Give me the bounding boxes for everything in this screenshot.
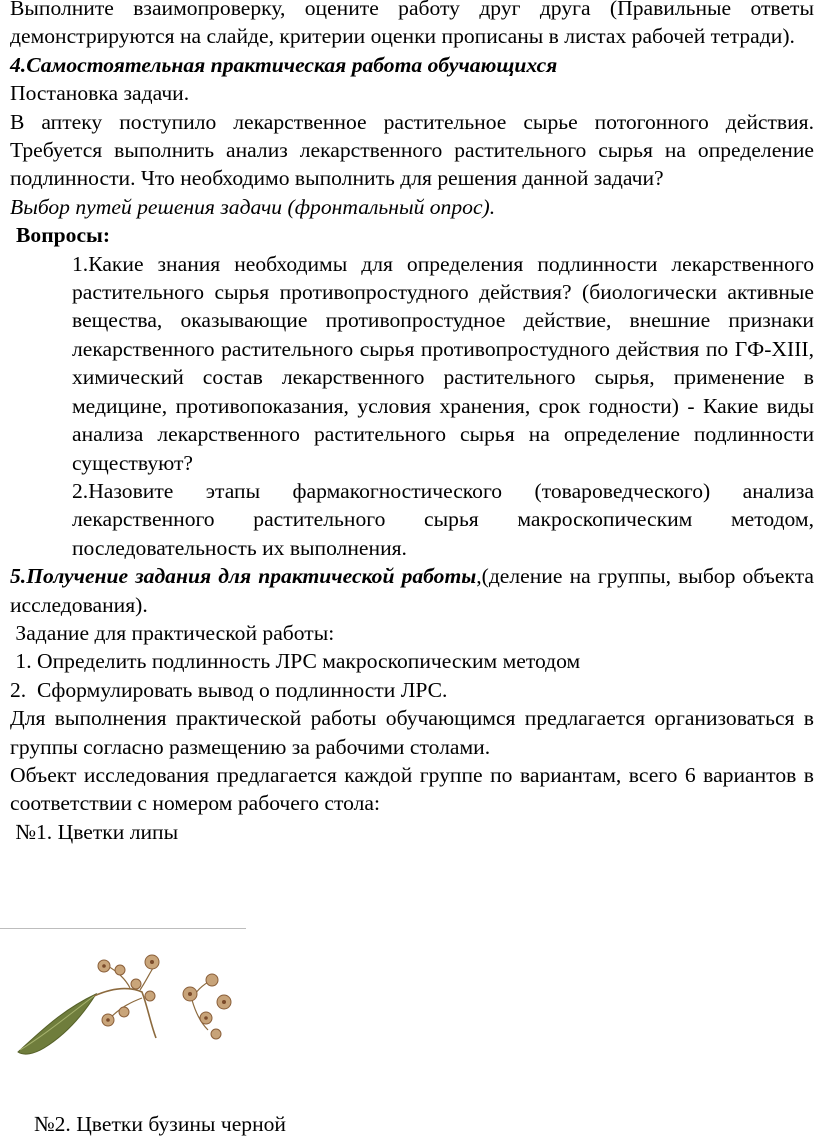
section-4-heading: 4.Самостоятельная практическая работа обучающихся — [10, 52, 558, 77]
variant-1: №1. Цветки липы — [10, 819, 179, 844]
task-label: Задание для практической работы: — [10, 620, 335, 645]
document-page — [10, 0, 814, 846]
object-text: Объект исследования предлагается каждой группе по вариантам, всего 6 вариантов в соответствии с номером рабочего стола: — [10, 762, 814, 816]
section-5-heading: 5.Получение задания для практической работы — [10, 564, 477, 589]
question-2: 2.Назовите этапы фармакогностического (товароведческого) анализа лекарственного растительного сырья макроскопическим методом, последовательность их выполнения. — [72, 478, 814, 560]
image-top-border — [0, 928, 246, 929]
groups-text: Для выполнения практической работы обучающимся предлагается организоваться в группы согласно размещению за рабочими столами. — [10, 706, 814, 759]
questions-label: Вопросы: — [16, 223, 111, 248]
linden-flowers-image — [0, 940, 250, 1070]
section-5-paragraph — [10, 562, 814, 619]
problem-text: В аптеку поступило лекарственное растительное сырье потогонного действия. Требуется выполнить анализ лекарственного растительного сырья на определение подлинности. Что необходимо выполнить для решения данной задачи? — [10, 109, 814, 191]
solution-paths: Выбор путей решения задачи (фронтальный опрос). — [10, 194, 496, 219]
task-2: 2. Сформулировать вывод о подлинности ЛРС. — [10, 677, 448, 702]
section-5-heading-rest: ,(деление на группы, выбор объекта исследования). — [10, 564, 814, 617]
problem-label: Постановка задачи. — [10, 81, 190, 106]
question-1: 1.Какие знания необходимы для определения подлинности лекарственного растительного сырья противопростудного действия? (биологически активные вещества, оказывающие противопростудное действие, внешние признаки лекарственного растительного сырья противопростудного действия по ГФ-XIII, химический состав лекарственного растительного сырья, применение в медицине, противопоказания, условия хранения, срок годности) - Какие виды анализа лекарственного растительного сырья на определение подлинности существуют? — [72, 251, 814, 475]
variant-2: №2. Цветки бузины черной — [34, 1112, 286, 1136]
task-1: 1. Определить подлинность ЛРС макроскопическим методом — [10, 649, 581, 674]
intro-paragraph: Выполните взаимопроверку, оцените работу друг друга (Правильные ответы демонстрируются на слайде, критерии оценки прописаны в листах рабочей тетради). — [10, 0, 814, 49]
